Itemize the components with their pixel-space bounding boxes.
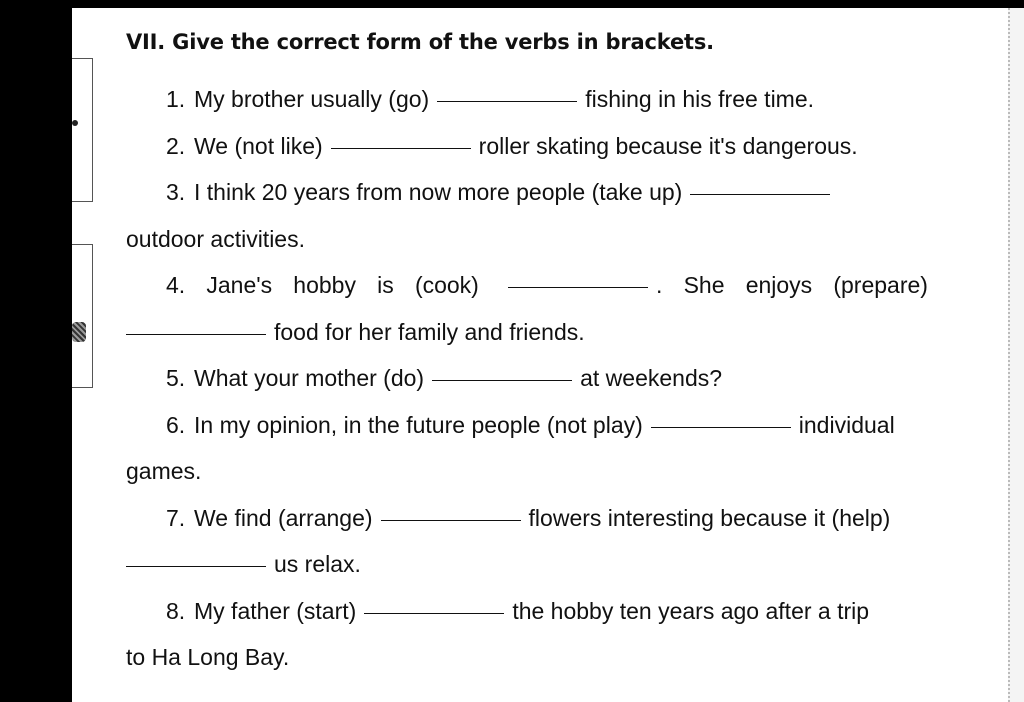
exercise-heading: VII. Give the correct form of the verbs in brackets.: [126, 30, 714, 54]
question-number: 1.: [166, 86, 186, 112]
answer-blank-1[interactable]: [437, 100, 577, 102]
answer-blank-7b[interactable]: [126, 565, 266, 567]
page-edge: [1008, 8, 1024, 702]
answer-blank-8[interactable]: [364, 612, 504, 614]
question-number: 4.: [166, 272, 186, 298]
margin-box-1: [72, 58, 93, 202]
question-6: [126, 402, 938, 449]
answer-blank-5[interactable]: [432, 379, 572, 381]
question-text: I think 20 years from now more people (take up): [194, 179, 683, 205]
question-word: .: [656, 272, 663, 298]
question-text: games.: [126, 458, 202, 484]
question-3-continued: [126, 216, 938, 263]
question-7: [126, 495, 938, 542]
question-text: We (not like): [194, 132, 323, 159]
question-text: us relax.: [274, 551, 361, 577]
margin-box-2: [72, 244, 93, 388]
question-text: to Ha Long Bay.: [126, 644, 290, 670]
question-text: My father (start): [194, 597, 357, 624]
margin-binding-mark: [72, 322, 86, 342]
question-number: 2.: [166, 132, 186, 159]
answer-blank-3[interactable]: [690, 193, 830, 195]
answer-blank-2[interactable]: [331, 147, 471, 149]
question-4-continued: [126, 309, 938, 356]
question-text: In my opinion, in the future people (not play): [194, 411, 643, 438]
question-number: 6.: [166, 411, 186, 438]
question-text: roller skating because it's dangerous.: [478, 132, 858, 159]
question-2: [126, 123, 938, 170]
question-text: outdoor activities.: [126, 225, 305, 252]
question-text: What your mother (do): [194, 365, 425, 391]
question-text: fishing in his free time.: [585, 86, 815, 112]
answer-blank-6[interactable]: [651, 426, 791, 428]
question-5: [126, 355, 938, 402]
question-word: is: [377, 272, 394, 298]
question-text: individual: [798, 411, 895, 438]
question-word: hobby: [293, 272, 356, 298]
question-text: the hobby ten years ago after a trip: [512, 597, 870, 624]
question-word: (prepare): [833, 272, 928, 298]
question-number: 7.: [166, 504, 186, 531]
question-text: My brother usually (go): [194, 86, 430, 112]
exercise-content: [126, 30, 938, 681]
question-text: at weekends?: [580, 365, 723, 391]
question-word: enjoys: [745, 272, 813, 298]
question-6-continued: [126, 448, 938, 495]
question-number: 5.: [166, 365, 186, 391]
question-8: [126, 588, 938, 635]
answer-blank-4a[interactable]: [508, 286, 648, 288]
question-7-continued: [126, 541, 938, 588]
question-number: 3.: [166, 179, 186, 205]
margin-dot: [72, 120, 78, 126]
question-1: [126, 76, 938, 123]
question-word: (cook): [414, 272, 479, 298]
question-number: 8.: [166, 597, 186, 624]
question-4: [126, 262, 938, 309]
answer-blank-4b[interactable]: [126, 333, 266, 335]
question-word: Jane's: [206, 272, 273, 298]
question-text: food for her family and friends.: [274, 318, 585, 345]
answer-blank-7a[interactable]: [381, 519, 521, 521]
question-8-continued: [126, 634, 938, 681]
question-word: She: [683, 272, 725, 298]
question-text: We find (arrange): [194, 504, 373, 531]
question-3: [126, 169, 938, 216]
question-text: flowers interesting because it (help): [528, 504, 891, 531]
